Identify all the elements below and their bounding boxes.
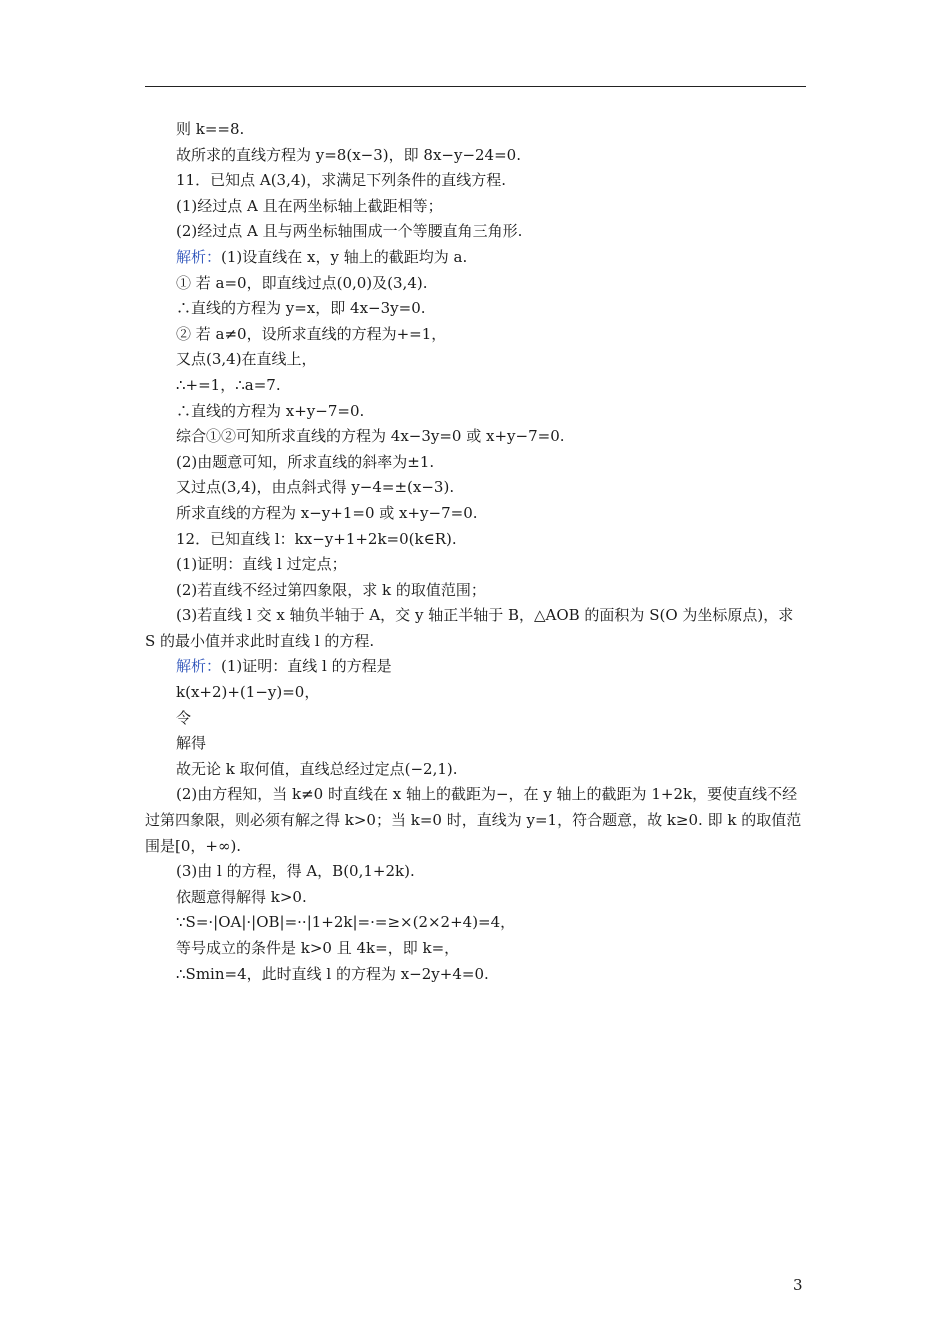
solution-11-start bbox=[145, 245, 806, 271]
text-line: (1)设直线在 x，y 轴上的截距均为 a. bbox=[221, 247, 468, 266]
text-line: 则 k==8. bbox=[176, 120, 245, 138]
text-line: ∴直线的方程为 y=x，即 4x−3y=0. bbox=[176, 299, 426, 318]
page-body bbox=[145, 117, 806, 987]
text-line: 所求直线的方程为 x−y+1=0 或 x+y−7=0. bbox=[176, 503, 478, 522]
problem-11-part-2: (2)经过点 A 且与两坐标轴围成一个等腰直角三角形. bbox=[176, 222, 523, 241]
text-line: ① 若 a=0，即直线过点(0,0)及(3,4). bbox=[176, 273, 428, 292]
text-paragraph: (2)由方程知，当 k≠0 时直线在 x 轴上的截距为−，在 y 轴上的截距为 1+2k，要使直线不经过第四象限，则必须有解之得 k>0；当 k=0 时，直线为 y=1，符合题意，故 k≥0. 即 k 的取值范围是[0，+∞). bbox=[145, 785, 802, 855]
text-line: ∴+=1，∴a=7. bbox=[176, 375, 281, 394]
problem-12-part-2: (2)若直线不经过第四象限，求 k 的取值范围； bbox=[176, 580, 486, 599]
solution-12-start bbox=[145, 654, 806, 680]
text-line: ∴直线的方程为 x+y−7=0. bbox=[176, 401, 365, 420]
text-line: 等号成立的条件是 k>0 且 4k=，即 k=， bbox=[176, 939, 460, 957]
header-rule bbox=[145, 86, 806, 87]
text-line: 依题意得解得 k>0. bbox=[176, 887, 307, 906]
text-line: ∴Smin=4，此时直线 l 的方程为 x−2y+4=0. bbox=[176, 964, 489, 983]
text-line: 解得 bbox=[176, 734, 207, 753]
analysis-label: 解析： bbox=[176, 247, 222, 266]
text-line: (3)由 l 的方程，得 A，B(0,1+2k). bbox=[176, 862, 415, 881]
text-line: 故无论 k 取何值，直线总经过定点(−2,1). bbox=[176, 759, 458, 778]
problem-12-part-3: (3)若直线 l 交 x 轴负半轴于 A，交 y 轴正半轴于 B，△AOB 的面积为 S(O 为坐标原点)，求 S 的最小值并求此时直线 l 的方程. bbox=[145, 606, 794, 650]
text-line: 令 bbox=[176, 708, 192, 727]
problem-11-part-1: (1)经过点 A 且在两坐标轴上截距相等； bbox=[176, 196, 443, 215]
text-line: 故所求的直线方程为 y=8(x−3)，即 8x−y−24=0. bbox=[176, 145, 521, 164]
text-line: k(x+2)+(1−y)=0， bbox=[176, 683, 320, 702]
text-line: ② 若 a≠0，设所求直线的方程为+=1， bbox=[176, 324, 447, 343]
text-line: 综合①②可知所求直线的方程为 4x−3y=0 或 x+y−7=0. bbox=[176, 427, 565, 446]
text-line: ∵S=·|OA|·|OB|=··|1+2k|=·=≥×(2×2+4)=4， bbox=[176, 913, 516, 932]
problem-12-stem: 12．已知直线 l：kx−y+1+2k=0(k∈R). bbox=[176, 529, 457, 548]
problem-11-stem: 11．已知点 A(3,4)，求满足下列条件的直线方程. bbox=[176, 171, 507, 190]
text-line: 又过点(3,4)，由点斜式得 y−4=±(x−3). bbox=[176, 478, 455, 497]
text-line: (2)由题意可知，所求直线的斜率为±1. bbox=[176, 452, 435, 471]
text-line: 又点(3,4)在直线上， bbox=[176, 350, 317, 369]
problem-12-part-1: (1)证明：直线 l 过定点； bbox=[176, 555, 347, 574]
analysis-label: 解析： bbox=[176, 657, 222, 676]
text-line: (1)证明：直线 l 的方程是 bbox=[221, 657, 392, 676]
page-number: 3 bbox=[793, 1276, 803, 1294]
